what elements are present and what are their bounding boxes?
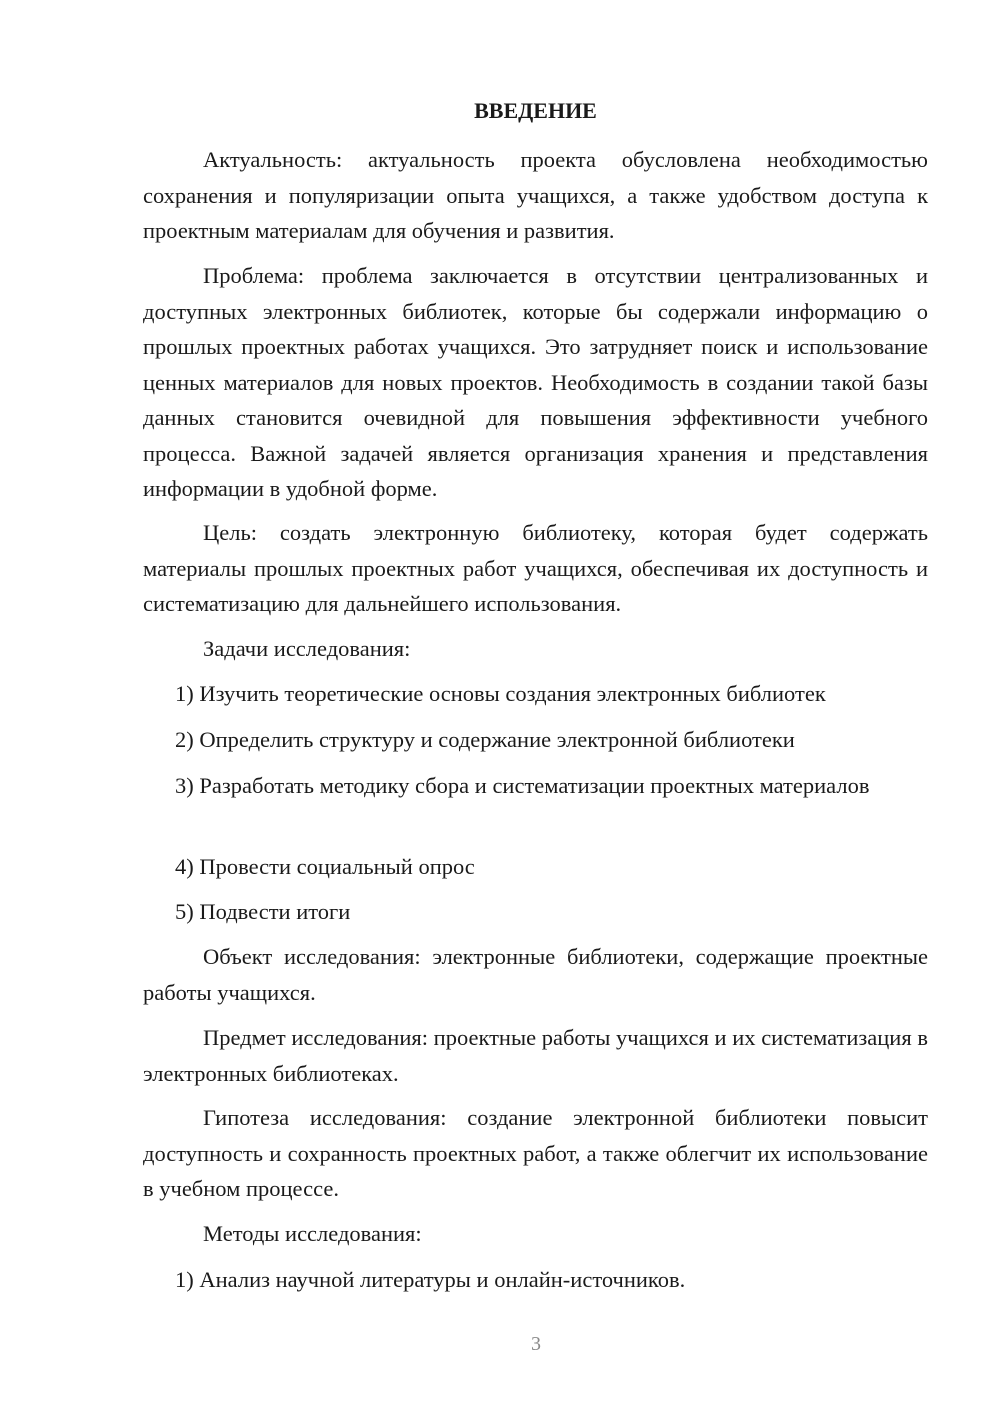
- paragraph-object: Объект исследования: электронные библиотеки, содержащие проектные работы учащихся.: [143, 944, 928, 1005]
- page-number: 3: [531, 1333, 541, 1355]
- paragraph-problem: Проблема: проблема заключается в отсутствии централизованных и доступных электронных библиотек, которые бы содержали информацию о прошлых проектных работах учащихся. Это затрудняет поиск и использование ценных материалов для новых проектов. Необходимость в создании такой базы данных становится очевидной для повышения эффективности учебного процесса. Важной задачей является организация хранения и представления информации в удобной форме.: [143, 263, 928, 501]
- task-item-4: 4) Провести социальный опрос: [175, 854, 475, 879]
- task-item-2: 2) Определить структуру и содержание электронной библиотеки: [175, 727, 795, 752]
- task-item-1: 1) Изучить теоретические основы создания электронных библиотек: [175, 681, 826, 706]
- section-heading: ВВЕДЕНИЕ: [474, 98, 597, 123]
- method-item-1: 1) Анализ научной литературы и онлайн-источников.: [175, 1267, 686, 1292]
- paragraph-relevance: Актуальность: актуальность проекта обусловлена необходимостью сохранения и популяризации опыта учащихся, а также удобством доступа к проектным материалам для обучения и развития.: [143, 147, 928, 243]
- paragraph-hypothesis: Гипотеза исследования: создание электронной библиотеки повысит доступность и сохранность проектных работ, а также облегчит их использование в учебном процессе.: [143, 1105, 928, 1201]
- task-item-5: 5) Подвести итоги: [175, 899, 351, 924]
- tasks-title: Задачи исследования:: [203, 636, 411, 661]
- task-item-3: 3) Разработать методику сбора и систематизации проектных материалов: [175, 773, 870, 798]
- paragraph-goal: Цель: создать электронную библиотеку, которая будет содержать материалы прошлых проектных работ учащихся, обеспечивая их доступность и систематизацию для дальнейшего использования.: [143, 520, 928, 616]
- paragraph-subject: Предмет исследования: проектные работы учащихся и их систематизация в электронных библиотеках.: [143, 1025, 928, 1086]
- methods-title: Методы исследования:: [203, 1221, 422, 1246]
